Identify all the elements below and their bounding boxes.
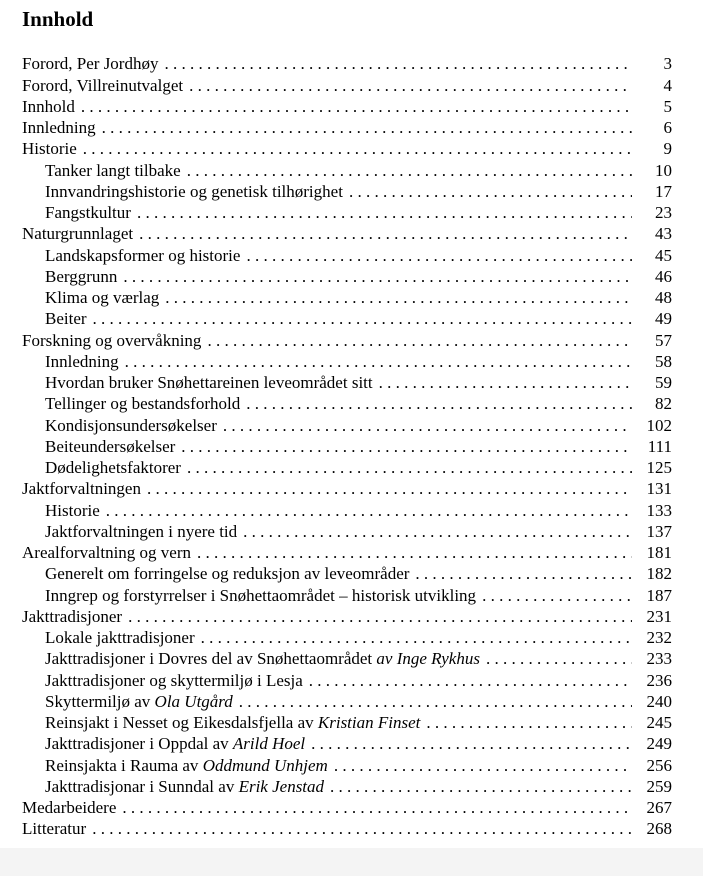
toc-page-number: 17 [655, 181, 672, 201]
toc-entry-title [22, 522, 237, 542]
toc-entry [22, 96, 672, 117]
toc-page-number: 58 [655, 351, 672, 371]
toc-entry-label: Innledning [22, 118, 96, 137]
toc-entry-title [22, 118, 96, 138]
toc-entry-label: Litteratur [22, 819, 87, 839]
toc-entry-author: Ola Utgård [154, 691, 233, 711]
toc-page-number: 4 [663, 75, 672, 95]
toc-entry-label: Fangstkultur [45, 203, 131, 222]
toc-page-number: 102 [646, 415, 672, 435]
dot-leader [123, 267, 632, 287]
toc-entry-title [22, 607, 122, 627]
toc-entry-label: Dødelighetsfaktorer [45, 458, 181, 477]
dot-leader [102, 118, 632, 138]
toc-subentry [22, 584, 672, 605]
dot-leader [165, 288, 632, 308]
toc-entry-label: Inngrep og forstyrrelser i Snøhettaområdet – historisk utvikling [45, 585, 477, 605]
dot-leader [415, 564, 632, 584]
toc-entry [22, 478, 672, 499]
toc-entry-label: Jakttradisjoner i Oppdal av [45, 734, 229, 754]
toc-page-number: 131 [646, 479, 672, 499]
toc-subentry [22, 202, 672, 223]
toc-entry-label: Forord, Villreinutvalget [22, 75, 184, 95]
toc-entry-title [22, 246, 240, 266]
toc-page-number: 187 [646, 585, 672, 605]
page-title: Innhold [22, 7, 94, 31]
toc-entry-label: Berggrunn [45, 266, 118, 286]
toc-page-number: 256 [646, 755, 672, 775]
toc-page-number: 233 [646, 649, 672, 669]
toc-page-number: 9 [663, 139, 672, 159]
toc-entry-title [22, 819, 86, 839]
toc-page-number: 267 [646, 798, 672, 817]
toc-entry-label: Jaktforvaltningen i nyere tid [45, 521, 238, 541]
dot-leader [349, 182, 632, 202]
dot-leader [164, 54, 632, 74]
toc-subentry [22, 691, 672, 712]
toc-entry-title [22, 713, 420, 733]
toc-entry-label: Jakttradisjoner [22, 606, 123, 626]
toc-entry-label: Jakttradisjonar i Sunndal av [45, 776, 235, 796]
toc-entry-label: Arealforvaltning og vern [22, 543, 191, 562]
toc-subentry [22, 754, 672, 775]
toc-entry-label: Innvandringshistorie og genetisk tilhørighet [45, 181, 343, 201]
dot-leader [223, 416, 632, 436]
toc-entry-label: Reinsjakt i Nesset og Eikesdalsfjella av [45, 713, 314, 732]
toc-entry [22, 138, 672, 159]
toc-entry-title [22, 671, 303, 691]
toc-entry-label: Lokale jakttradisjoner [45, 628, 195, 647]
toc-subentry [22, 457, 672, 478]
toc-entry-title [22, 437, 175, 457]
toc-page-number: 125 [646, 458, 672, 477]
toc-entry-label: Medarbeidere [22, 798, 117, 817]
toc-page-number: 48 [655, 288, 672, 307]
toc-entry-label: Tanker langt tilbake [45, 160, 181, 180]
toc-entry-title [22, 161, 181, 181]
page-bottom-margin [0, 848, 703, 876]
toc-page-number: 231 [646, 606, 672, 626]
toc-entry-author: Erik Jenstad [238, 776, 325, 796]
toc-entry-title [22, 309, 87, 329]
toc-entry [22, 223, 672, 244]
dot-leader [122, 798, 632, 818]
toc-entry-title [22, 458, 181, 478]
toc-page-number: 240 [646, 691, 672, 711]
dot-leader [128, 607, 632, 627]
toc-entry-title [22, 416, 217, 436]
toc-entry-label: Innledning [45, 351, 119, 371]
dot-leader [309, 671, 632, 691]
toc-page-number: 249 [646, 734, 672, 754]
toc-entry-title [22, 734, 305, 754]
toc-entry-label: Reinsjakta i Rauma av [45, 755, 199, 775]
dot-leader [197, 543, 632, 563]
toc-entry [22, 542, 672, 563]
toc-entry-label: Tellinger og bestandsforhold [45, 394, 241, 414]
dot-leader [201, 628, 632, 648]
toc-entry-title [22, 373, 373, 393]
toc-subentry [22, 159, 672, 180]
dot-leader [189, 76, 632, 96]
toc-subentry [22, 712, 672, 733]
toc-entry-label: Generelt om forringelse og reduksjon av leveområder [45, 564, 410, 584]
dot-leader [334, 756, 632, 776]
toc-entry-title [22, 267, 117, 287]
dot-leader [246, 394, 632, 414]
toc-entry-label: Hvordan bruker Snøhettareinen leveområdet sitt [45, 373, 373, 392]
toc-entry-label: Innhold [22, 96, 75, 116]
table-of-contents [22, 53, 672, 839]
dot-leader [83, 139, 632, 159]
toc-entry-label: Historie [45, 500, 100, 520]
dot-leader [187, 161, 632, 181]
dot-leader [81, 97, 632, 117]
toc-entry [22, 117, 672, 138]
dot-leader [239, 692, 632, 712]
toc-entry-label: Forskning og overvåkning [22, 330, 202, 350]
toc-entry-label: Forord, Per Jordhøy [22, 54, 159, 74]
toc-subentry [22, 393, 672, 414]
toc-subentry [22, 372, 672, 393]
dot-leader [187, 458, 632, 478]
toc-entry [22, 818, 672, 839]
toc-entry [22, 606, 672, 627]
toc-entry [22, 53, 672, 74]
toc-entry-label: Beiteundersøkelser [45, 436, 176, 456]
dot-leader [243, 522, 632, 542]
dot-leader [426, 713, 632, 733]
toc-subentry [22, 669, 672, 690]
toc-entry-title [22, 628, 195, 648]
toc-entry-label: Jakttradisjoner og skyttermiljø i Lesja [45, 670, 303, 690]
toc-entry-title [22, 352, 119, 372]
toc-entry-title [22, 501, 100, 521]
dot-leader [92, 819, 632, 839]
toc-entry-title [22, 586, 476, 606]
toc-entry-title [22, 203, 131, 223]
toc-entry-label: Jakttradisjoner i Dovres del av Snøhettaområdet [45, 649, 373, 669]
toc-entry-title [22, 288, 159, 308]
toc-entry-author: Oddmund Unhjem [202, 755, 328, 775]
toc-entry-author: Kristian Finset [317, 713, 421, 732]
toc-subentry [22, 244, 672, 265]
toc-subentry [22, 627, 672, 648]
toc-page-number: 5 [663, 96, 672, 116]
toc-entry-title [22, 543, 191, 563]
toc-entry-title [22, 798, 116, 818]
toc-entry [22, 797, 672, 818]
toc-subentry [22, 521, 672, 542]
toc-entry-title [22, 756, 328, 776]
toc-subentry [22, 287, 672, 308]
dot-leader [246, 246, 632, 266]
dot-leader [93, 309, 632, 329]
toc-page-number: 111 [647, 436, 672, 456]
toc-subentry [22, 181, 672, 202]
toc-entry-title [22, 54, 158, 74]
toc-entry-author: av Inge Rykhus [376, 649, 480, 669]
toc-page-number: 137 [646, 521, 672, 541]
dot-leader [147, 479, 632, 499]
toc-entry-title [22, 479, 141, 499]
toc-page-number: 133 [646, 500, 672, 520]
toc-entry-label: Kondisjonsundersøkelser [45, 415, 217, 435]
toc-entry-title [22, 692, 233, 712]
toc-entry-author: Arild Hoel [232, 734, 306, 754]
toc-entry-title [22, 394, 240, 414]
toc-entry-title [22, 224, 133, 244]
toc-page-number: 245 [646, 713, 672, 732]
dot-leader [482, 586, 632, 606]
toc-page-number: 6 [663, 118, 672, 137]
toc-subentry [22, 776, 672, 797]
toc-entry-title [22, 331, 201, 351]
toc-subentry [22, 563, 672, 584]
toc-entry-label: Skyttermiljø av [45, 691, 151, 711]
toc-entry-label: Naturgrunnlaget [22, 224, 134, 244]
toc-entry-label: Jaktforvaltningen [22, 479, 141, 499]
toc-page-number: 59 [655, 373, 672, 392]
dot-leader [207, 331, 632, 351]
toc-entry-title [22, 777, 324, 797]
toc-subentry [22, 648, 672, 669]
toc-page-number: 46 [655, 266, 672, 286]
toc-entry [22, 329, 672, 350]
dot-leader [486, 649, 632, 669]
toc-page-number: 182 [646, 564, 672, 584]
toc-entry-label: Historie [22, 139, 77, 159]
dot-leader [125, 352, 632, 372]
dot-leader [137, 203, 632, 223]
dot-leader [106, 501, 632, 521]
toc-page-number: 259 [646, 776, 672, 796]
toc-subentry [22, 414, 672, 435]
toc-entry-label: Klima og værlag [45, 288, 160, 307]
toc-page-number: 181 [646, 543, 672, 562]
dot-leader [139, 224, 632, 244]
toc-entry-title [22, 97, 75, 117]
toc-page-number: 57 [655, 330, 672, 350]
toc-entry-title [22, 649, 480, 669]
dot-leader [311, 734, 632, 754]
dot-leader [330, 777, 632, 797]
toc-page-number: 49 [655, 309, 672, 329]
toc-page-number: 43 [655, 224, 672, 244]
toc-page-number: 10 [655, 160, 672, 180]
toc-entry-label: Beiter [45, 309, 87, 329]
toc-page-number: 268 [646, 819, 672, 839]
dot-leader [181, 437, 632, 457]
toc-entry-title [22, 76, 183, 96]
toc-entry-title [22, 139, 77, 159]
toc-page-number: 232 [646, 628, 672, 647]
toc-subentry [22, 436, 672, 457]
toc-page-number: 45 [655, 245, 672, 265]
toc-entry [22, 74, 672, 95]
toc-page-number: 3 [663, 54, 672, 74]
toc-subentry [22, 266, 672, 287]
toc-page-number: 82 [655, 394, 672, 414]
toc-entry-title [22, 182, 343, 202]
toc-page-number: 236 [646, 670, 672, 690]
toc-entry-title [22, 564, 409, 584]
toc-entry-label: Landskapsformer og historie [45, 245, 241, 265]
toc-subentry [22, 499, 672, 520]
dot-leader [379, 373, 632, 393]
toc-subentry [22, 308, 672, 329]
toc-page-number: 23 [655, 203, 672, 222]
toc-subentry [22, 733, 672, 754]
toc-subentry [22, 351, 672, 372]
